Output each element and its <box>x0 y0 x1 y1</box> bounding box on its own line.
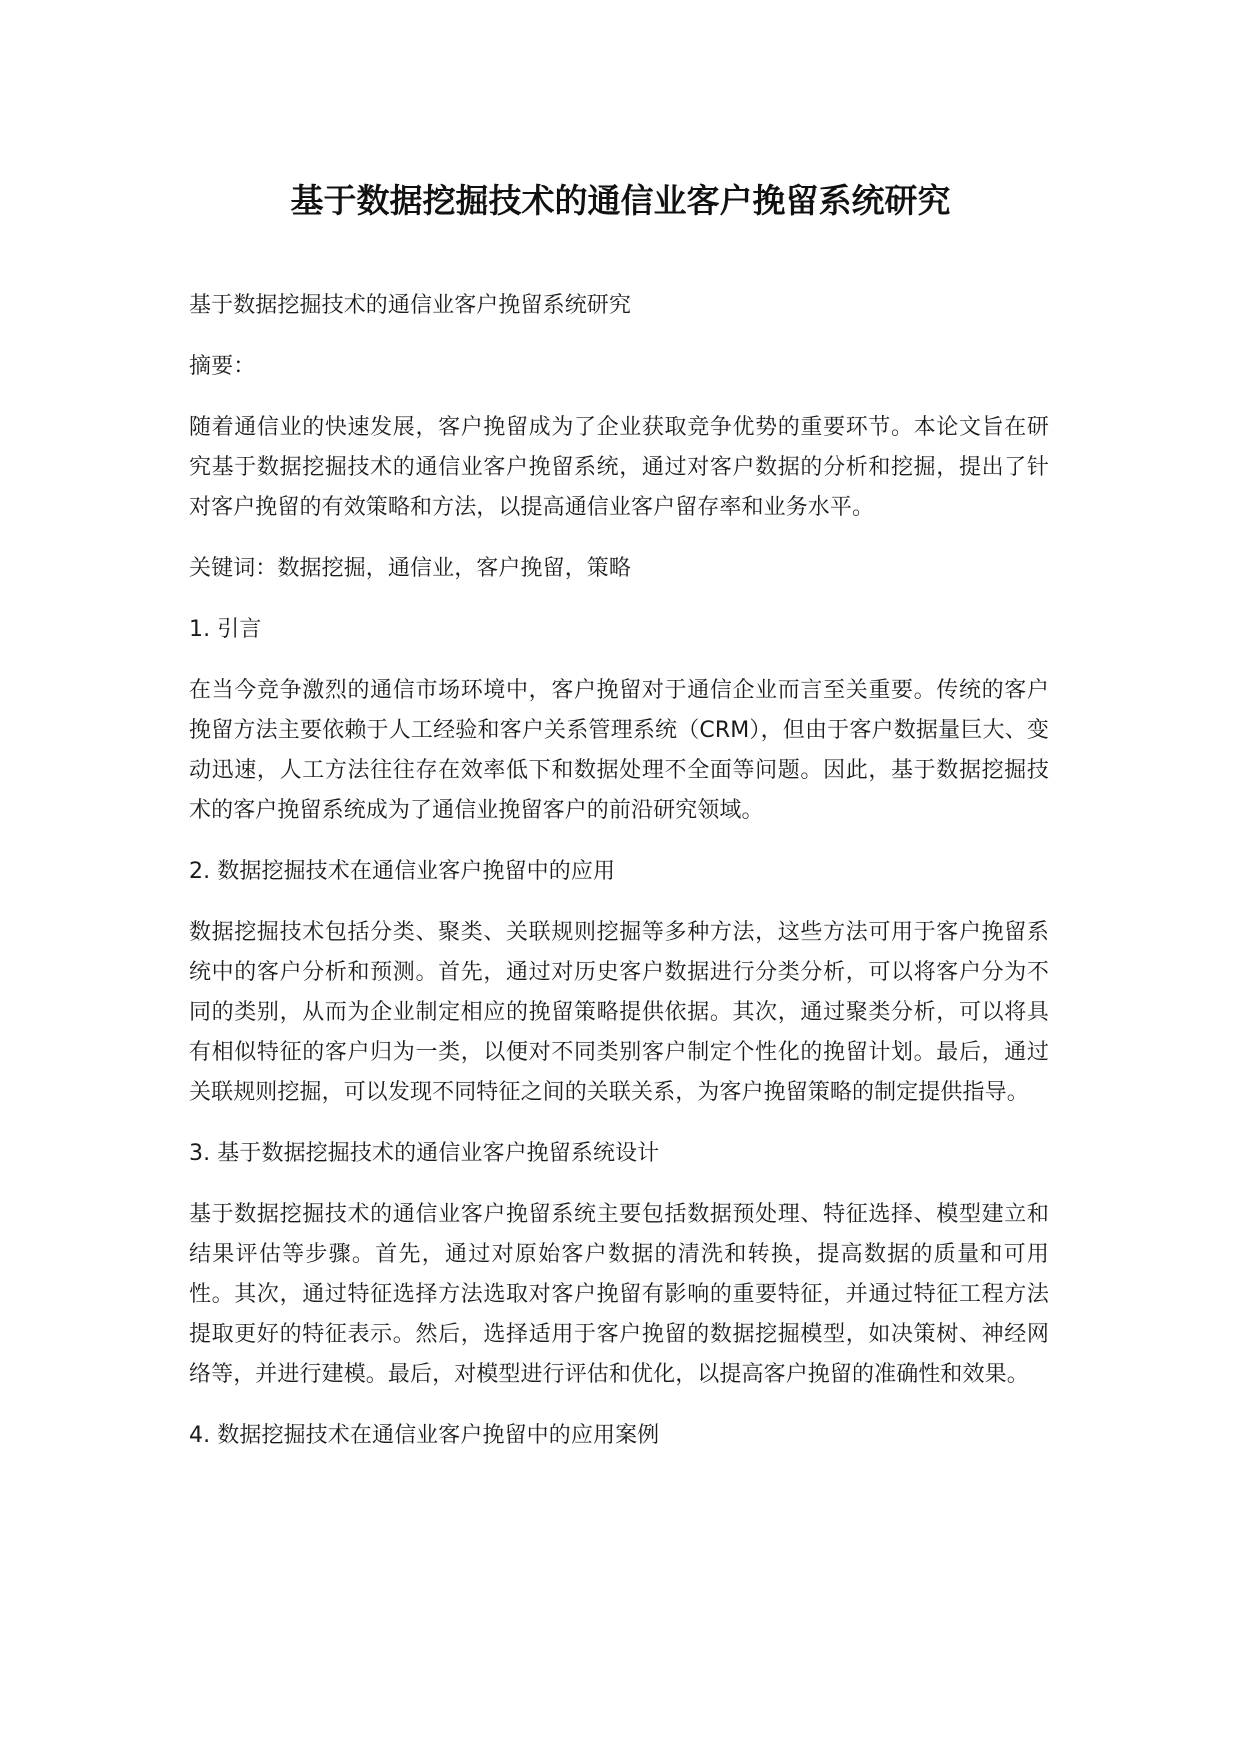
section-heading-3: 3. 基于数据挖掘技术的通信业客户挽留系统设计 <box>189 1141 660 1166</box>
section-heading-2: 2. 数据挖掘技术在通信业客户挽留中的应用 <box>189 859 616 884</box>
document-title: 基于数据挖掘技术的通信业客户挽留系统研究 <box>290 181 951 220</box>
section-heading-4: 4. 数据挖掘技术在通信业客户挽留中的应用案例 <box>189 1423 660 1448</box>
section-2-paragraph: 数据挖掘技术包括分类、聚类、关联规则挖掘等多种方法，这些方法可用于客户挽留系统中的客户分析和预测。首先，通过对历史客户数据进行分类分析，可以将客户分为不同的类别，从而为企业制定相应的挽留策略提供依据。其次，通过聚类分析，可以将具有相似特征的客户归为一类，以便对不同类别客户制定个性化的挽留计划。最后，通过关联规则挖掘，可以发现不同特征之间的关联关系，为客户挽留策略的制定提供指导。 <box>189 920 1049 1105</box>
section-heading-1: 1. 引言 <box>189 617 262 642</box>
section-3-paragraph: 基于数据挖掘技术的通信业客户挽留系统主要包括数据预处理、特征选择、模型建立和结果评估等步骤。首先，通过对原始客户数据的清洗和转换，提高数据的质量和可用性。其次，通过特征选择方法选取对客户挽留有影响的重要特征，并通过特征工程方法提取更好的特征表示。然后，选择适用于客户挽留的数据挖掘模型，如决策树、神经网络等，并进行建模。最后，对模型进行评估和优化，以提高客户挽留的准确性和效果。 <box>189 1202 1049 1387</box>
document-body <box>189 286 1049 1477</box>
subtitle-paragraph: 基于数据挖掘技术的通信业客户挽留系统研究 <box>189 293 632 318</box>
section-1-paragraph: 在当今竞争激烈的通信市场环境中，客户挽留对于通信企业而言至关重要。传统的客户挽留方法主要依赖于人工经验和客户关系管理系统（CRM），但由于客户数据量巨大、变动迅速，人工方法往往存在效率低下和数据处理不全面等问题。因此，基于数据挖掘技术的客户挽留系统成为了通信业挽留客户的前沿研究领域。 <box>189 678 1049 823</box>
keywords-paragraph: 关键词：数据挖掘，通信业，客户挽留，策略 <box>189 556 632 581</box>
abstract-paragraph: 随着通信业的快速发展，客户挽留成为了企业获取竞争优势的重要环节。本论文旨在研究基于数据挖掘技术的通信业客户挽留系统，通过对客户数据的分析和挖掘，提出了针对客户挽留的有效策略和方法，以提高通信业客户留存率和业务水平。 <box>189 415 1049 520</box>
abstract-heading: 摘要： <box>189 354 256 379</box>
